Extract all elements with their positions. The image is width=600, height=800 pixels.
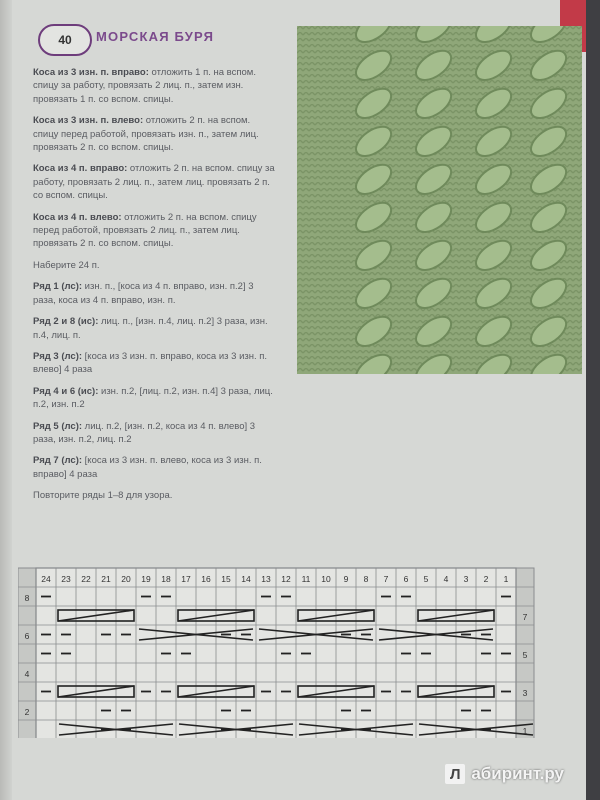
row-text: изн. п., [коса из 4 п. вправо, изн. п.2] 3 раза, коса из 4 п. вправо, изн. п.: [33, 281, 254, 306]
row-term: Ряд 3 (лс):: [33, 350, 83, 362]
abbr-paragraph: [33, 66, 278, 106]
watermark-text: абиринт.ру: [471, 764, 564, 783]
stitch-number: 24: [41, 574, 51, 584]
row-instruction: [33, 350, 278, 377]
row-instruction: [33, 315, 278, 342]
stitch-number: 19: [141, 574, 151, 584]
row-label-right: 5: [522, 650, 528, 660]
row-text: [коса из 3 изн. п. влево, коса из 3 изн. п. вправо] 4 раза: [33, 455, 262, 480]
row-label-left: 6: [24, 631, 30, 641]
stitch-number: 17: [181, 574, 191, 584]
knit-swatch-photo: [297, 26, 582, 374]
stitch-number: 9: [343, 574, 349, 584]
row-text: лиц. п., [изн. п.4, лиц. п.2] 3 раза, изн. п.4, лиц. п.: [33, 316, 268, 341]
abbr-term: Коса из 4 п. влево:: [33, 211, 122, 223]
abbr-text: отложить 2 п. на вспом. спицу за работу, провязать 2 лиц. п., затем лиц. провязать 2 п. со вспом. спицы.: [33, 163, 275, 202]
knitting-chart: [18, 562, 542, 738]
abbr-paragraph: [33, 211, 278, 251]
stitch-number: 21: [101, 574, 111, 584]
stitch-number: 11: [301, 574, 311, 584]
row-term: Ряд 5 (лс):: [33, 420, 83, 432]
row-instruction: [33, 385, 278, 412]
knitting-chart-grid: [18, 562, 542, 738]
page-number-badge: [38, 24, 92, 56]
page-number: 40: [58, 33, 72, 47]
stitch-number: 6: [403, 574, 409, 584]
row-label-right: 1: [522, 726, 528, 736]
labirint-watermark: [445, 764, 564, 784]
row-instruction: [33, 454, 278, 481]
stitch-number: 7: [383, 574, 389, 584]
stitch-number: 8: [363, 574, 369, 584]
abbr-text: отложить 2 п. на вспом. спицу перед работой, провязать 2 лиц. п., затем лиц. провязать 2 п. со вспом. спицы.: [33, 211, 257, 250]
stitch-number: 22: [81, 574, 91, 584]
stitch-number: 12: [281, 574, 291, 584]
stitch-number: 15: [221, 574, 231, 584]
row-label-right: 3: [522, 688, 528, 698]
row-instruction: [33, 280, 278, 307]
abbr-term: Коса из 4 п. вправо:: [33, 163, 128, 175]
stitch-number: 18: [161, 574, 171, 584]
row-text: изн. п.2, [лиц. п.2, изн. п.4] 3 раза, лиц. п.2, изн. п.2: [33, 385, 273, 411]
abbr-text: отложить 1 п. на вспом. спицу за работу, провязать 2 лиц. п., затем изн. провязать 1 п. со вспом. спицы.: [33, 67, 256, 105]
row-label-right: 7: [522, 612, 528, 622]
stitch-number: 10: [321, 574, 331, 584]
stitch-number: 2: [483, 574, 489, 584]
stitch-number: 5: [423, 574, 429, 584]
stitch-number: 3: [463, 574, 469, 584]
stitch-number: 20: [121, 574, 131, 584]
row-text: лиц. п.2, [изн. п.2, коса из 4 п. влево] 3 раза, изн. п.2, лиц. п.2: [33, 420, 256, 445]
knit-swatch-image: [297, 26, 582, 374]
cast-on-text: Наберите 24 п.: [33, 259, 100, 271]
stitch-number: 14: [241, 574, 251, 584]
row-label-left: 4: [24, 669, 30, 679]
stitch-number: 4: [443, 574, 449, 584]
abbr-paragraph: [33, 162, 278, 202]
stitch-number: 23: [61, 574, 71, 584]
abbr-term: Коса из 3 изн. п. влево:: [33, 115, 144, 127]
row-term: Ряд 1 (лс):: [33, 281, 83, 293]
page-spine-shadow: [0, 0, 12, 800]
row-label-left: 2: [24, 707, 30, 717]
row-term: Ряд 4 и 6 (ис):: [33, 385, 99, 397]
row-text: [коса из 3 изн. п. вправо, коса из 3 изн. п. влево] 4 раза: [33, 350, 268, 376]
row-term: Ряд 2 и 8 (ис):: [33, 316, 99, 328]
abbr-text: отложить 2 п. на вспом. спицу перед работой, провязать изн. п., затем лиц. провязать 2 п. со вспом. спицы.: [33, 115, 259, 154]
labirint-logo-icon: Л: [445, 764, 465, 784]
repeat-text: Повторите ряды 1–8 для узора.: [33, 490, 173, 502]
row-term: Ряд 7 (лс):: [33, 455, 83, 467]
stitch-number: 1: [503, 574, 509, 584]
abbr-term: Коса из 3 изн. п. вправо:: [33, 67, 149, 78]
instructions-column: [33, 66, 278, 511]
stitch-number: 16: [201, 574, 211, 584]
stitch-number: 13: [261, 574, 271, 584]
abbr-paragraph: [33, 114, 278, 154]
row-instruction: [33, 420, 278, 447]
pattern-title: МОРСКАЯ БУРЯ: [96, 29, 215, 44]
row-label-left: 8: [24, 593, 30, 603]
